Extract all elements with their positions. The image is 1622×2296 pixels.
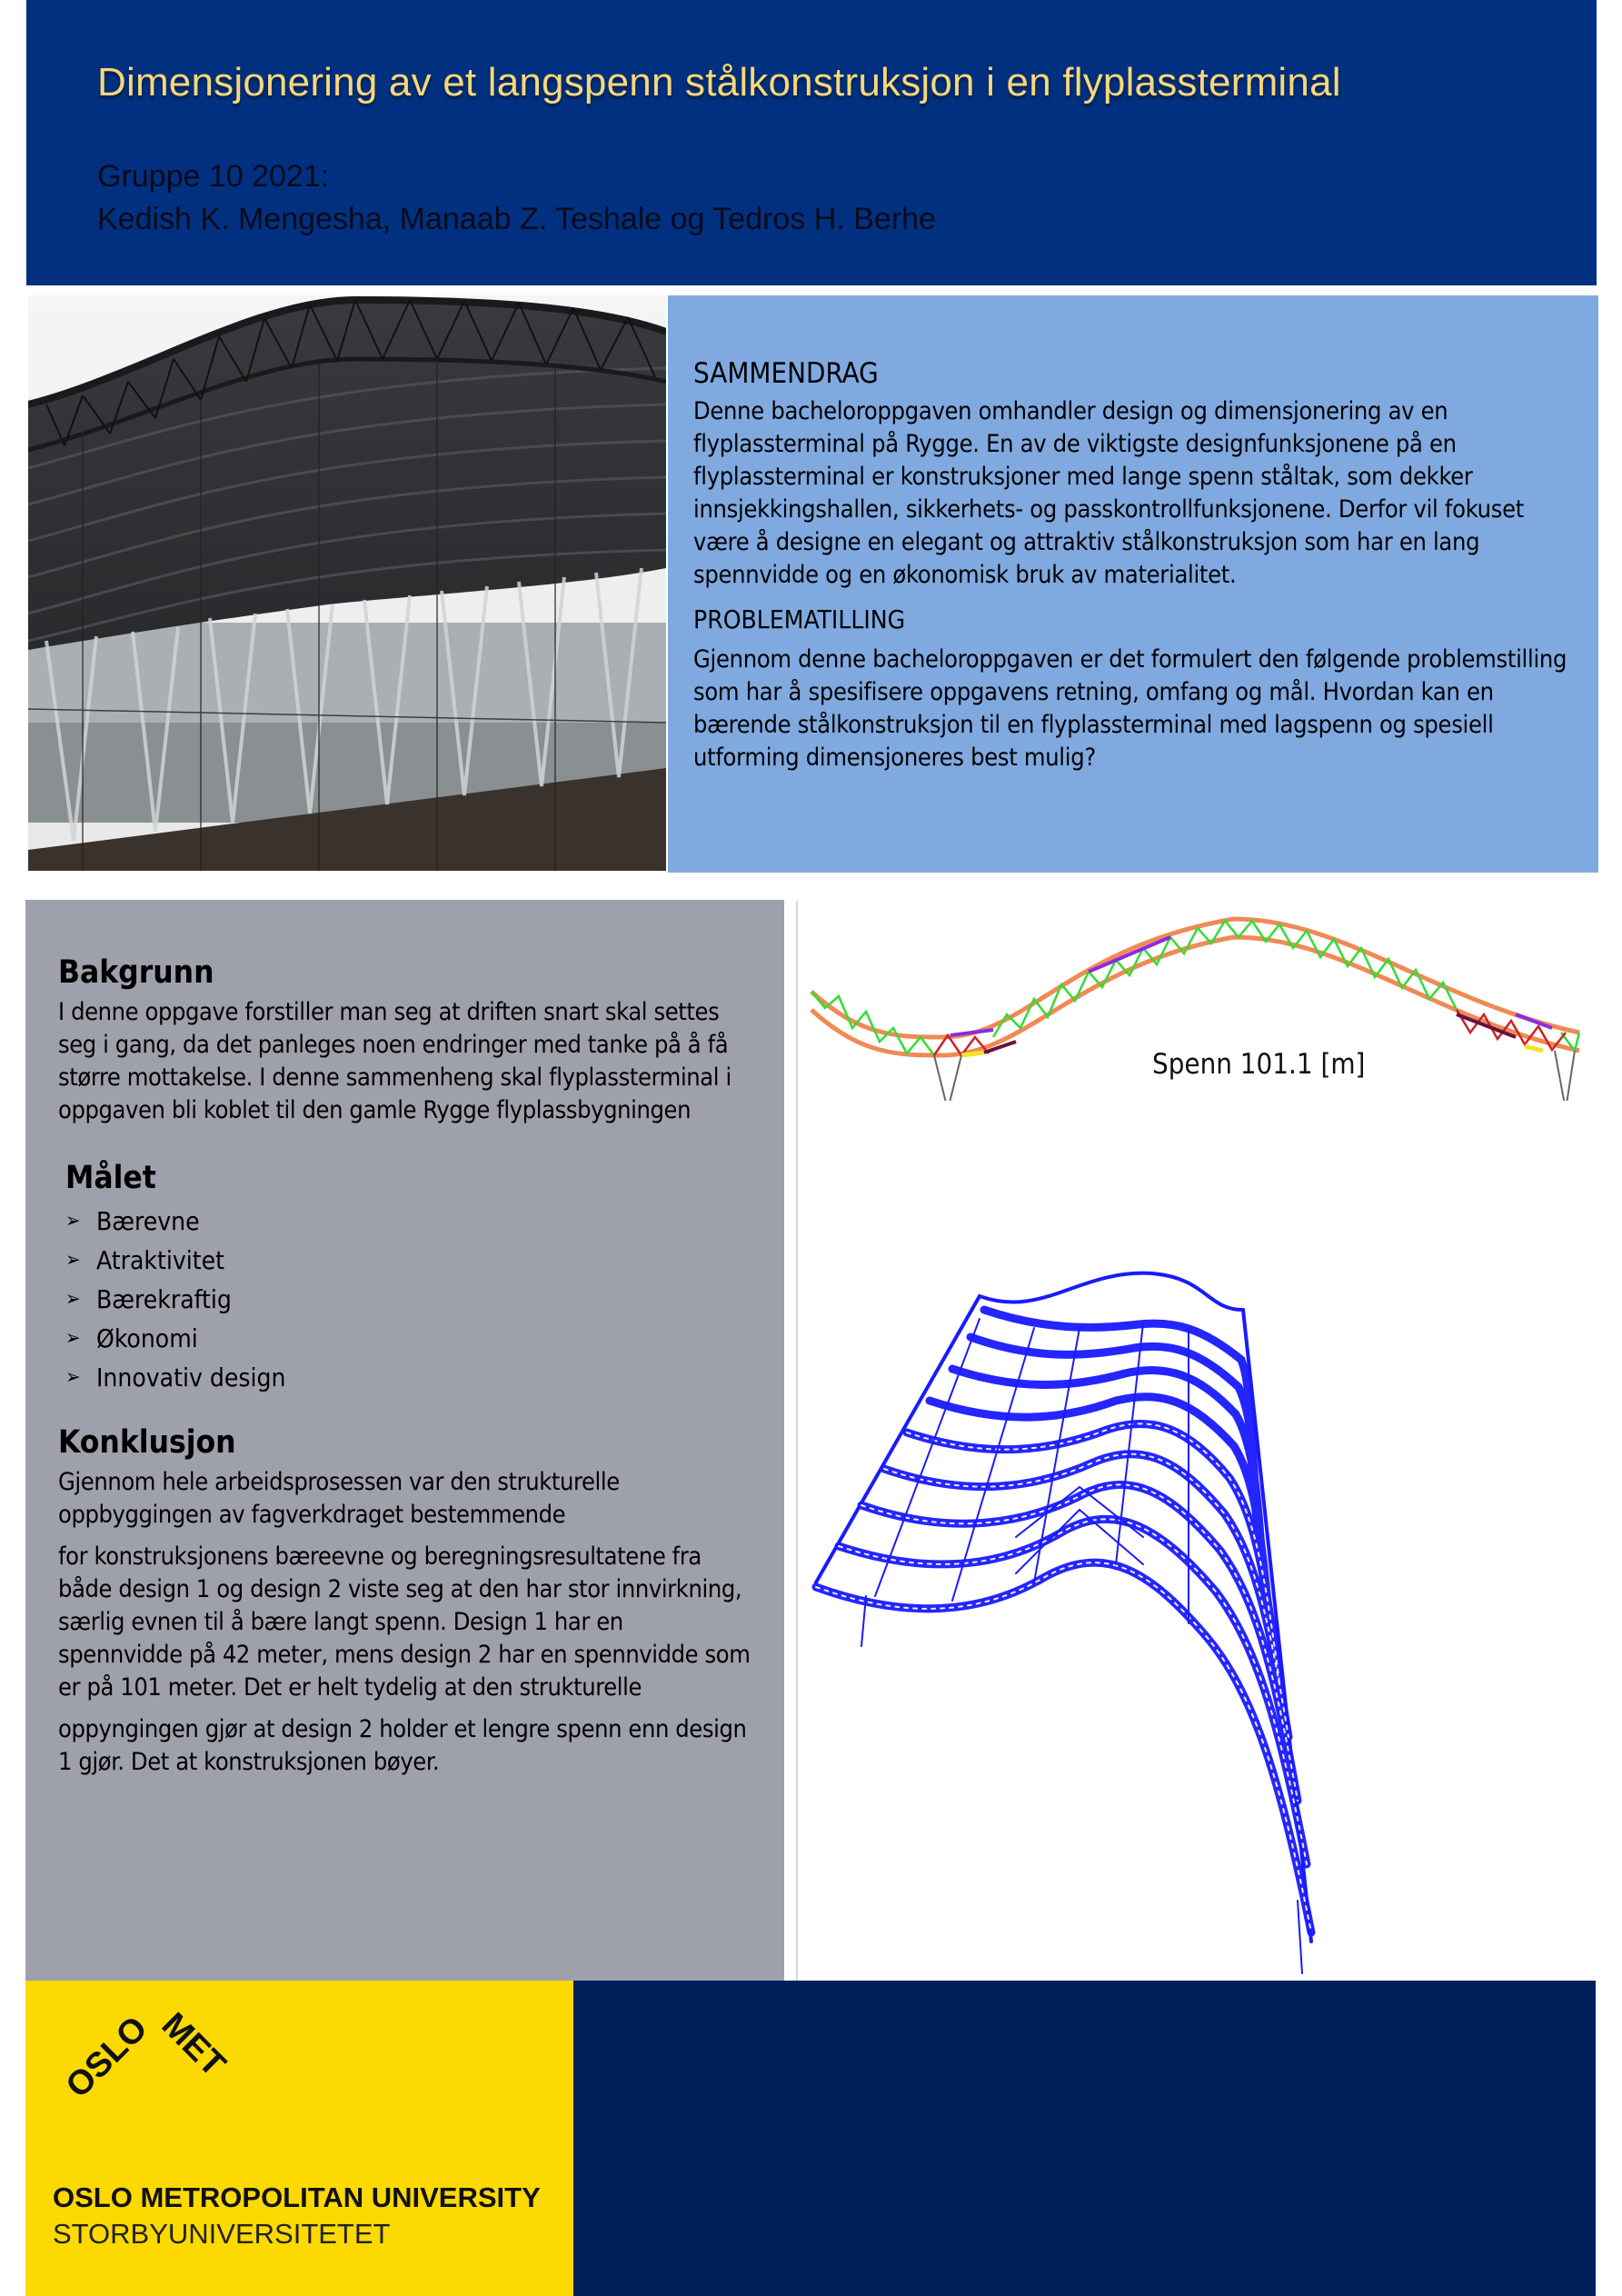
- conclusion-paragraph: for konstruksjonens bæreevne og beregningsresultatene fra både design 1 og design 2 viste seg at den har stor innvirkning, særlig evnen til å bære langt spenn. Design 1 har en spennvidde på 42 meter, mens design 2 har en spennvidde som er på 101 meter. Det er helt tydelig at den strukturelle: [58, 1542, 751, 1702]
- summary-heading: SAMMENDRAG: [693, 357, 879, 390]
- conclusion-paragraph: oppyngingen gjør at design 2 holder et lengre spenn enn design 1 gjør. Det at konstruksjonen bøyer.: [58, 1715, 747, 1776]
- problem-text: Gjennom denne bacheloroppgaven er det formulert den følgende problemstilling som har å spesifisere oppgavens retning, omfang og mål. Hvordan kan en bærende stålkonstruksjon til en flyplassterminal med lagspenn og spesiell utforming dimensjoneres best mulig?: [693, 645, 1567, 772]
- arrowhead-bullet-icon: ➢: [65, 1327, 81, 1350]
- goal-item: ➢ Økonomi: [65, 1319, 751, 1358]
- group-label: Gruppe 10 2021:: [97, 159, 330, 194]
- summary-text: Denne bacheloroppgaven omhandler design og dimensjonering av en flyplassterminal på Rygge. En av de viktigste designfunksjonene på en flyplassterminal er konstruksjoner med lange spenn ståltak, som dekker innsjekkingshallen, sikkerhets- og passkontrollfunksjonene. Derfor vil fokuset være å designe en elegant og attraktiv stålkonstruksjon som har en lang spennvidde og en økonomisk bruk av materialitet.: [693, 397, 1524, 589]
- background-heading: Bakgrunn: [58, 954, 214, 991]
- arrowhead-bullet-icon: ➢: [65, 1249, 81, 1272]
- svg-text:OSLO: OSLO: [58, 2009, 155, 2106]
- arrowhead-bullet-icon: ➢: [65, 1210, 81, 1233]
- 3d-wireframe-model: [807, 1264, 1588, 1982]
- goal-item: ➢ Bærevne: [65, 1202, 751, 1241]
- roof-render-graphic: [28, 295, 666, 871]
- arrowhead-bullet-icon: ➢: [65, 1288, 81, 1311]
- goal-item: ➢ Atraktivitet: [65, 1241, 751, 1280]
- svg-text:MET: MET: [154, 2005, 234, 2085]
- poster-header: [26, 0, 1597, 285]
- terminal-roof-render-image: [28, 295, 666, 871]
- problem-heading: PROBLEMATILLING: [693, 604, 906, 634]
- arrowhead-bullet-icon: ➢: [65, 1366, 81, 1389]
- authors: Kedish K. Mengesha, Manaab Z. Teshale og Tedros H. Berhe: [97, 202, 936, 236]
- poster-title: Dimensjonering av et langspenn stålkonstruksjon i en flyplassterminal: [97, 60, 1341, 105]
- summary-panel: [668, 295, 1598, 873]
- university-name-no: STORBYUNIVERSITETET: [53, 2218, 391, 2250]
- goal-item: ➢ Bærekraftig: [65, 1280, 751, 1319]
- goal-item: ➢ Innovativ design: [65, 1358, 751, 1397]
- content-panel: [25, 900, 784, 1981]
- span-label: Spenn 101.1 [m]: [1152, 1048, 1366, 1081]
- footer-navy-band: [573, 1981, 1596, 2296]
- goals-heading: Målet: [65, 1160, 156, 1196]
- conclusion-heading: Konklusjon: [58, 1424, 236, 1461]
- background-text: I denne oppgave forstiller man seg at driften snart skal settes seg i gang, da det panleges noen endringer med tanke på å få større mottakelse. I denne sammenheng skal flyplassterminal i oppgaven bli koblet til den gamle Rygge flyplassbygningen: [58, 998, 731, 1124]
- university-name-en: OSLO METROPOLITAN UNIVERSITY: [53, 2181, 541, 2213]
- goals-list: [58, 1202, 751, 1397]
- conclusion-paragraph: Gjennom hele arbeidsprosessen var den strukturelle oppbyggingen av fagverkdraget bestemmende: [58, 1468, 620, 1529]
- oslomet-logo-icon: [53, 2000, 234, 2154]
